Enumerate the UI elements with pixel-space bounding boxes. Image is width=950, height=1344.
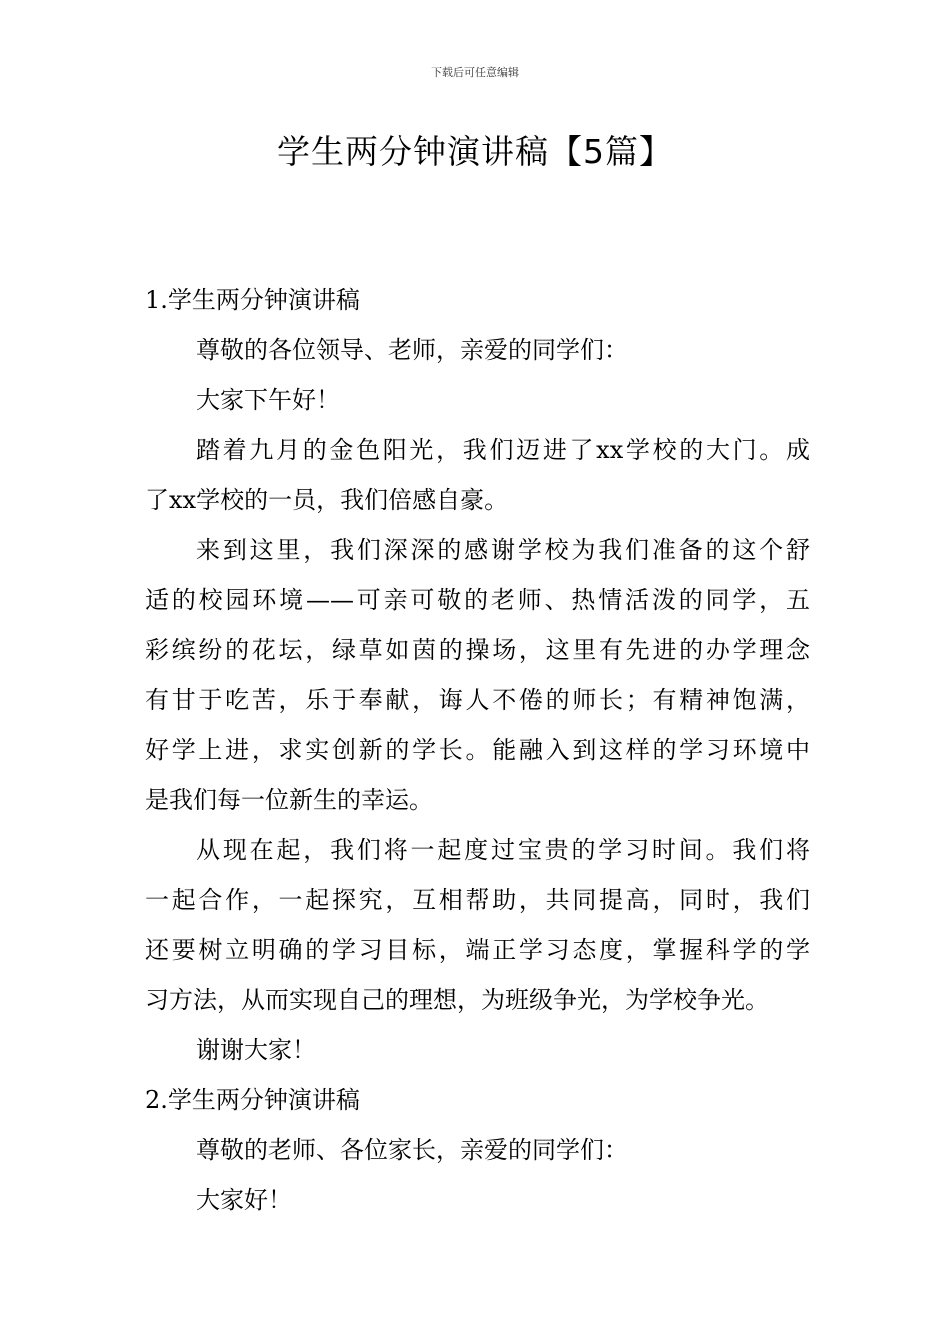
paragraph-line: 了xx学校的一员，我们倍感自豪。 bbox=[145, 486, 509, 514]
paragraph-line: 有甘于吃苦，乐于奉献，诲人不倦的师长；有精神饱满， bbox=[145, 686, 810, 714]
paragraph-line: 适的校园环境——可亲可敬的老师、热情活泼的同学，五 bbox=[145, 586, 810, 614]
salutation-line: 尊敬的老师、各位家长，亲爱的同学们： bbox=[196, 1136, 628, 1164]
document-body bbox=[145, 275, 810, 1225]
paragraph-line: 还要树立明确的学习目标，端正学习态度，掌握科学的学 bbox=[145, 936, 810, 964]
greeting-line: 大家好！ bbox=[196, 1186, 292, 1214]
greeting-line: 大家下午好！ bbox=[196, 386, 340, 414]
closing-line: 谢谢大家！ bbox=[196, 1036, 316, 1064]
salutation-line: 尊敬的各位领导、老师，亲爱的同学们： bbox=[196, 336, 628, 364]
paragraph-line: 习方法，从而实现自己的理想，为班级争光，为学校争光。 bbox=[145, 986, 769, 1014]
document-title: 学生两分钟演讲稿【5篇】 bbox=[277, 132, 673, 171]
paragraph-line: 从现在起，我们将一起度过宝贵的学习时间。我们将 bbox=[196, 836, 810, 864]
paragraph-line: 一起合作，一起探究，互相帮助，共同提高，同时，我们 bbox=[145, 886, 810, 914]
section-heading-1: 1.学生两分钟演讲稿 bbox=[145, 286, 360, 314]
section-heading-2: 2.学生两分钟演讲稿 bbox=[145, 1086, 360, 1114]
paragraph-line: 踏着九月的金色阳光，我们迈进了xx学校的大门。成 bbox=[196, 436, 810, 464]
download-note: 下载后可任意编辑 bbox=[431, 66, 519, 79]
paragraph-line: 是我们每一位新生的幸运。 bbox=[145, 786, 433, 814]
paragraph-line: 来到这里，我们深深的感谢学校为我们准备的这个舒 bbox=[196, 536, 810, 564]
paragraph-line: 好学上进，求实创新的学长。能融入到这样的学习环境中 bbox=[145, 736, 810, 764]
paragraph-line: 彩缤纷的花坛，绿草如茵的操场，这里有先进的办学理念 bbox=[145, 636, 810, 664]
